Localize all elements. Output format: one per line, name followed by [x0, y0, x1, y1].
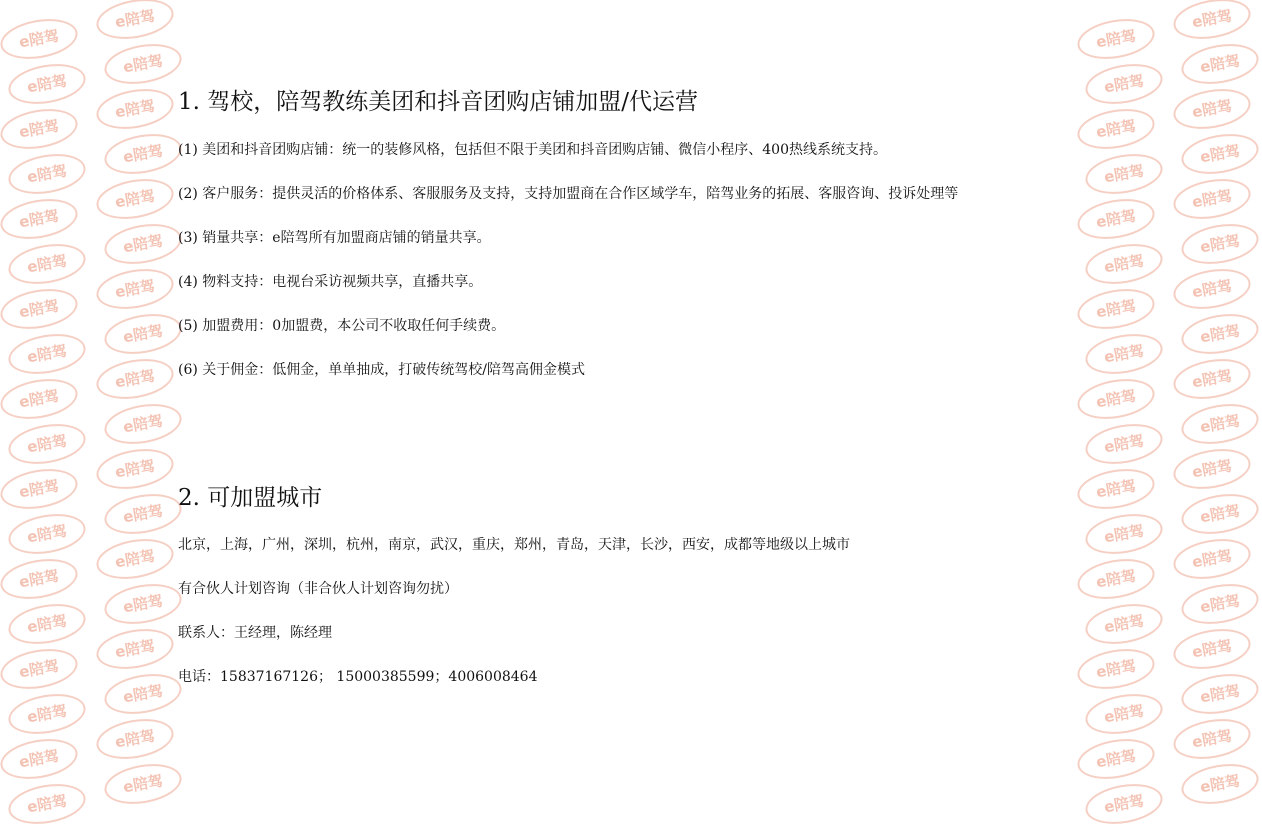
watermark-logo: e陪驾 — [1178, 309, 1261, 360]
section-title-cities: 2. 可加盟城市 — [178, 485, 323, 511]
watermark-logo: e陪驾 — [5, 329, 88, 380]
watermark-logo: e陪驾 — [0, 554, 81, 605]
watermark-logo: e陪驾 — [93, 174, 176, 225]
watermark-logo: e陪驾 — [0, 734, 81, 785]
watermark-logo: e陪驾 — [101, 129, 184, 180]
watermark-logo: e陪驾 — [1178, 219, 1261, 270]
watermark-logo: e陪驾 — [101, 39, 184, 90]
list-item: (2) 客户服务：提供灵活的价格体系、客服服务及支持，支持加盟商在合作区域学车，陪驾业务的拓展、客服咨询、投诉处理等 — [178, 186, 959, 202]
watermark-logo: e陪驾 — [1178, 129, 1261, 180]
list-item: (5) 加盟费用：0加盟费，本公司不收取任何手续费。 — [178, 318, 506, 334]
watermark-logo: e陪驾 — [0, 284, 81, 335]
watermark-logo: e陪驾 — [1170, 624, 1253, 675]
watermark-logo: e陪驾 — [1074, 734, 1157, 785]
watermark-logo: e陪驾 — [5, 689, 88, 740]
watermark-logo: e陪驾 — [93, 0, 176, 44]
watermark-logo: e陪驾 — [93, 354, 176, 405]
watermark-logo: e陪驾 — [93, 534, 176, 585]
watermark-logo: e陪驾 — [1170, 174, 1253, 225]
watermark-strip-left — [0, 0, 165, 817]
watermark-logo: e陪驾 — [101, 579, 184, 630]
watermark-logo: e陪驾 — [1074, 464, 1157, 515]
watermark-logo: e陪驾 — [1082, 689, 1165, 740]
watermark-logo: e陪驾 — [101, 489, 184, 540]
watermark-logo: e陪驾 — [1082, 239, 1165, 290]
watermark-logo: e陪驾 — [101, 759, 184, 810]
watermark-logo: e陪驾 — [1074, 14, 1157, 65]
watermark-logo: e陪驾 — [0, 374, 81, 425]
watermark-logo: e陪驾 — [1082, 419, 1165, 470]
watermark-logo: e陪驾 — [93, 84, 176, 135]
watermark-logo: e陪驾 — [1082, 779, 1165, 829]
watermark-logo: e陪驾 — [1074, 374, 1157, 425]
watermark-strip-right — [1067, 0, 1242, 817]
watermark-logo: e陪驾 — [93, 714, 176, 765]
watermark-logo: e陪驾 — [1178, 669, 1261, 720]
watermark-logo: e陪驾 — [1178, 39, 1261, 90]
watermark-logo: e陪驾 — [0, 194, 81, 245]
watermark-logo: e陪驾 — [101, 669, 184, 720]
watermark-logo: e陪驾 — [1178, 399, 1261, 450]
watermark-logo: e陪驾 — [1082, 509, 1165, 560]
watermark-logo: e陪驾 — [0, 14, 81, 65]
section-title-franchise: 1. 驾校，陪驾教练美团和抖音团购店铺加盟/代运营 — [178, 89, 699, 115]
watermark-logo: e陪驾 — [5, 779, 88, 829]
watermark-logo: e陪驾 — [0, 104, 81, 155]
partner-note: 有合伙人计划咨询（非合伙人计划咨询勿扰） — [178, 581, 458, 597]
watermark-logo: e陪驾 — [5, 419, 88, 470]
watermark-logo: e陪驾 — [1170, 264, 1253, 315]
contact-phone: 电话：15837167126； 15000385599；4006008464 — [178, 669, 538, 685]
watermark-logo: e陪驾 — [5, 239, 88, 290]
contact-person: 联系人：王经理，陈经理 — [178, 625, 332, 641]
watermark-logo: e陪驾 — [1082, 599, 1165, 650]
list-item: (3) 销量共享：e陪驾所有加盟商店铺的销量共享。 — [178, 230, 491, 246]
watermark-logo: e陪驾 — [0, 464, 81, 515]
watermark-logo: e陪驾 — [1074, 284, 1157, 335]
watermark-logo: e陪驾 — [1082, 329, 1165, 380]
watermark-logo: e陪驾 — [1170, 444, 1253, 495]
watermark-logo: e陪驾 — [1074, 644, 1157, 695]
watermark-logo: e陪驾 — [1178, 579, 1261, 630]
watermark-logo: e陪驾 — [101, 219, 184, 270]
list-item: (4) 物料支持：电视台采访视频共享，直播共享。 — [178, 274, 483, 290]
watermark-logo: e陪驾 — [1170, 0, 1253, 44]
list-item: (6) 关于佣金：低佣金，单单抽成，打破传统驾校/陪驾高佣金模式 — [178, 362, 585, 378]
watermark-logo: e陪驾 — [101, 399, 184, 450]
list-item: (1) 美团和抖音团购店铺：统一的装修风格，包括但不限于美团和抖音团购店铺、微信小程序、400热线系统支持。 — [178, 142, 888, 158]
watermark-logo: e陪驾 — [93, 264, 176, 315]
watermark-logo: e陪驾 — [1178, 759, 1261, 810]
watermark-logo: e陪驾 — [1074, 104, 1157, 155]
watermark-logo: e陪驾 — [1082, 59, 1165, 110]
watermark-logo: e陪驾 — [1170, 84, 1253, 135]
watermark-logo: e陪驾 — [1074, 554, 1157, 605]
watermark-logo: e陪驾 — [5, 599, 88, 650]
watermark-logo: e陪驾 — [1170, 354, 1253, 405]
watermark-logo: e陪驾 — [5, 149, 88, 200]
watermark-logo: e陪驾 — [101, 309, 184, 360]
watermark-logo: e陪驾 — [5, 509, 88, 560]
watermark-logo: e陪驾 — [1178, 489, 1261, 540]
watermark-logo: e陪驾 — [93, 444, 176, 495]
watermark-logo: e陪驾 — [1170, 714, 1253, 765]
watermark-logo: e陪驾 — [93, 624, 176, 675]
watermark-logo: e陪驾 — [1074, 194, 1157, 245]
watermark-logo: e陪驾 — [5, 59, 88, 110]
cities-list: 北京，上海，广州，深圳，杭州，南京，武汉，重庆，郑州，青岛，天津，长沙，西安，成都等地级以上城市 — [178, 537, 850, 553]
watermark-logo: e陪驾 — [0, 644, 81, 695]
watermark-logo: e陪驾 — [1082, 149, 1165, 200]
watermark-logo: e陪驾 — [1170, 534, 1253, 585]
